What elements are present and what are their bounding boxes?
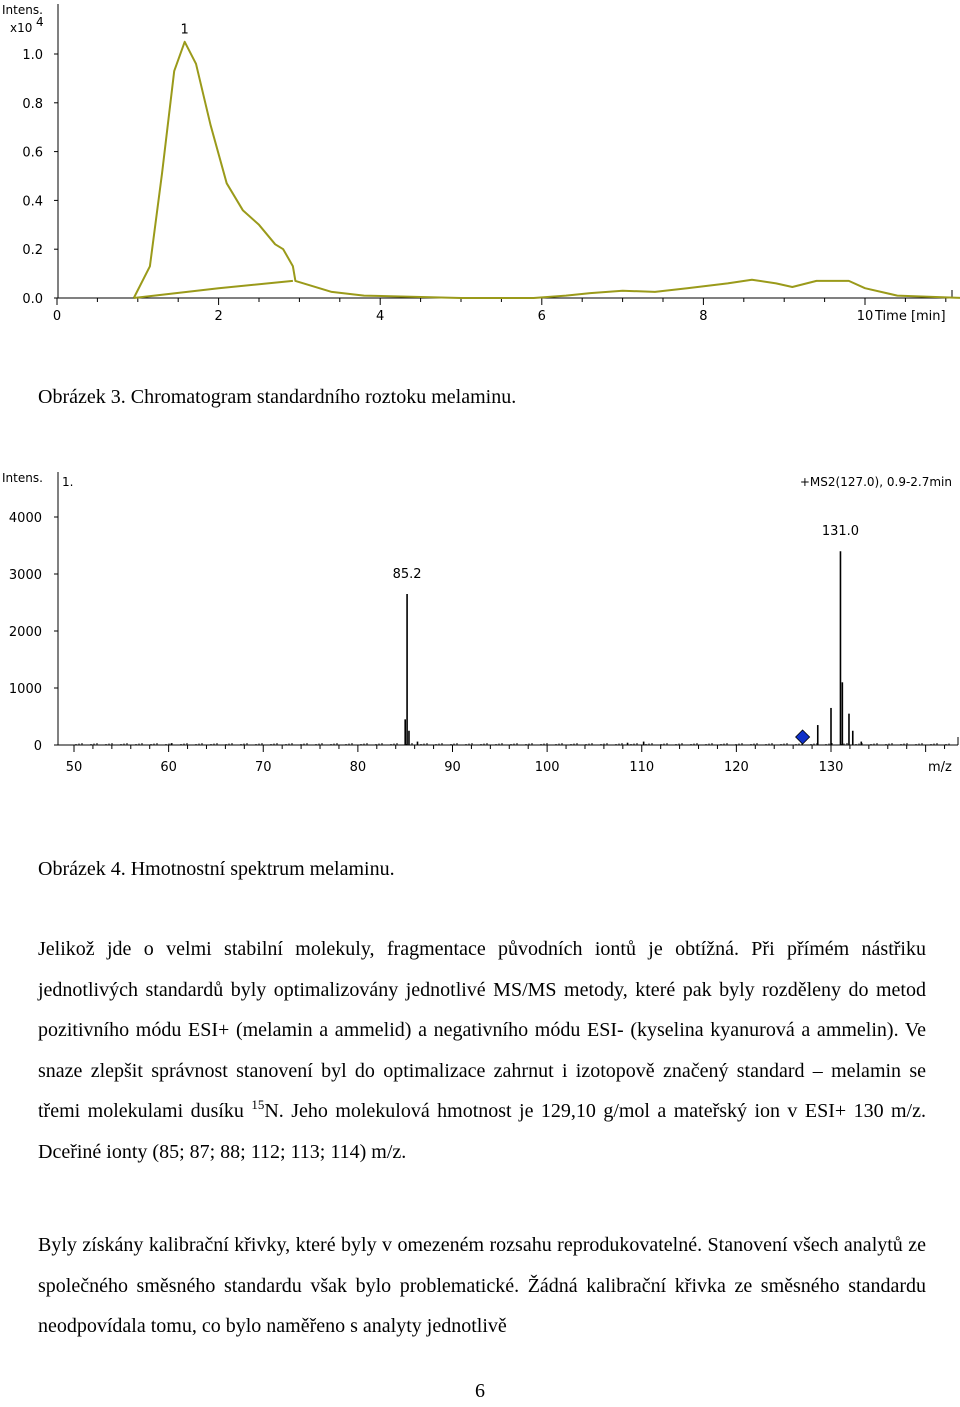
x-tick-label: 90 xyxy=(444,760,461,775)
isotope-superscript: 15 xyxy=(251,1097,265,1112)
paragraph-isotope-standard xyxy=(38,929,926,1172)
page-number: 6 xyxy=(475,1380,485,1402)
paragraph-text: Jelikož jde o velmi stabilní molekuly, fragmentace původních iontů je obtížná. Při přímém nástřiku jednotlivých standardů byly optimalizovány jednotlivé MS/MS metody, které pak byly rozděleny do metod pozitivního módu ESI+ (melamin a ammelid) a negativního módu ESI- (kyselina kyanurová a ammelin). Ve snaze zlepšit správnost stanovení byl do optimalizace zahrnut i izotopově značený standard – melamin se třemi molekulami dusíku xyxy=(38,938,926,1122)
y-tick-label: 4000 xyxy=(8,511,42,526)
x-tick-label: 110 xyxy=(629,760,655,775)
paragraph-text-continued: N. Jeho molekulová hmotnost je 129,10 g/mol a mateřský ion v ESI+ 130 m/z. Dceřiné ionty (85; 87; 88; 112; 113; 114) m/z. xyxy=(38,1100,926,1163)
x-tick-label: 130 xyxy=(818,760,844,775)
x-tick-label: 60 xyxy=(160,760,177,775)
y-tick-label: 3000 xyxy=(8,568,42,583)
chromatogram-figure xyxy=(0,0,960,330)
precursor-marker xyxy=(796,730,810,744)
paragraph-calibration: Byly získány kalibrační křivky, které byly v omezeném rozsahu reprodukovatelné. Stanovení všech analytů ze společného směsného standardu však bylo problematické. Žádná kalibrační křivka ze směsného standardu neodpovídala tomu, co bylo naměřeno s analyty jednotlivě xyxy=(38,1234,926,1337)
y-exponent: 4 xyxy=(36,15,44,29)
y-tick-label: 0.4 xyxy=(22,194,43,210)
peak-label: 131.0 xyxy=(821,524,860,540)
x-tick-label: 8 xyxy=(699,309,708,324)
x-tick-label: 70 xyxy=(254,760,272,775)
x-tick-label: 100 xyxy=(534,760,560,775)
peak-label: 85.2 xyxy=(392,566,422,582)
y-multiplier: x10 xyxy=(10,21,33,35)
chromatogram-trace xyxy=(134,42,960,298)
x-tick-label: 80 xyxy=(349,760,367,775)
y-axis-label: Intens. xyxy=(2,3,43,17)
x-tick-label: 0 xyxy=(52,309,62,324)
y-tick-label: 1.0 xyxy=(22,48,43,63)
x-tick-label: 4 xyxy=(376,309,385,324)
figure-4-caption: Obrázek 4. Hmotnostní spektrum melaminu. xyxy=(38,858,395,880)
y-tick-label: 0.2 xyxy=(22,243,43,259)
x-tick-label: 6 xyxy=(537,309,546,324)
x-tick-label: 10 xyxy=(856,309,874,324)
chromatogram-trace xyxy=(134,281,293,298)
y-tick-label: 0.8 xyxy=(22,96,43,112)
y-tick-label: 1000 xyxy=(8,682,42,697)
y-axis-label: Intens. xyxy=(2,471,43,485)
y-tick-label: 0.0 xyxy=(22,292,43,307)
x-axis-label: m/z xyxy=(928,760,952,775)
figure-3-caption: Obrázek 3. Chromatogram standardního roztoku melaminu. xyxy=(38,386,517,408)
y-tick-label: 2000 xyxy=(8,625,42,640)
mass-spectrum-figure xyxy=(0,468,960,784)
y-tick-label: 0 xyxy=(33,739,42,754)
x-axis-label: Time [min] xyxy=(875,309,946,324)
corner-label: 1. xyxy=(62,475,74,489)
scan-info: +MS2(127.0), 0.9-2.7min xyxy=(799,475,952,489)
y-tick-label: 0.6 xyxy=(22,145,43,161)
peak-label: 1 xyxy=(180,22,189,38)
x-tick-label: 120 xyxy=(723,760,749,775)
x-tick-label: 2 xyxy=(214,309,223,324)
x-tick-label: 50 xyxy=(65,760,83,775)
